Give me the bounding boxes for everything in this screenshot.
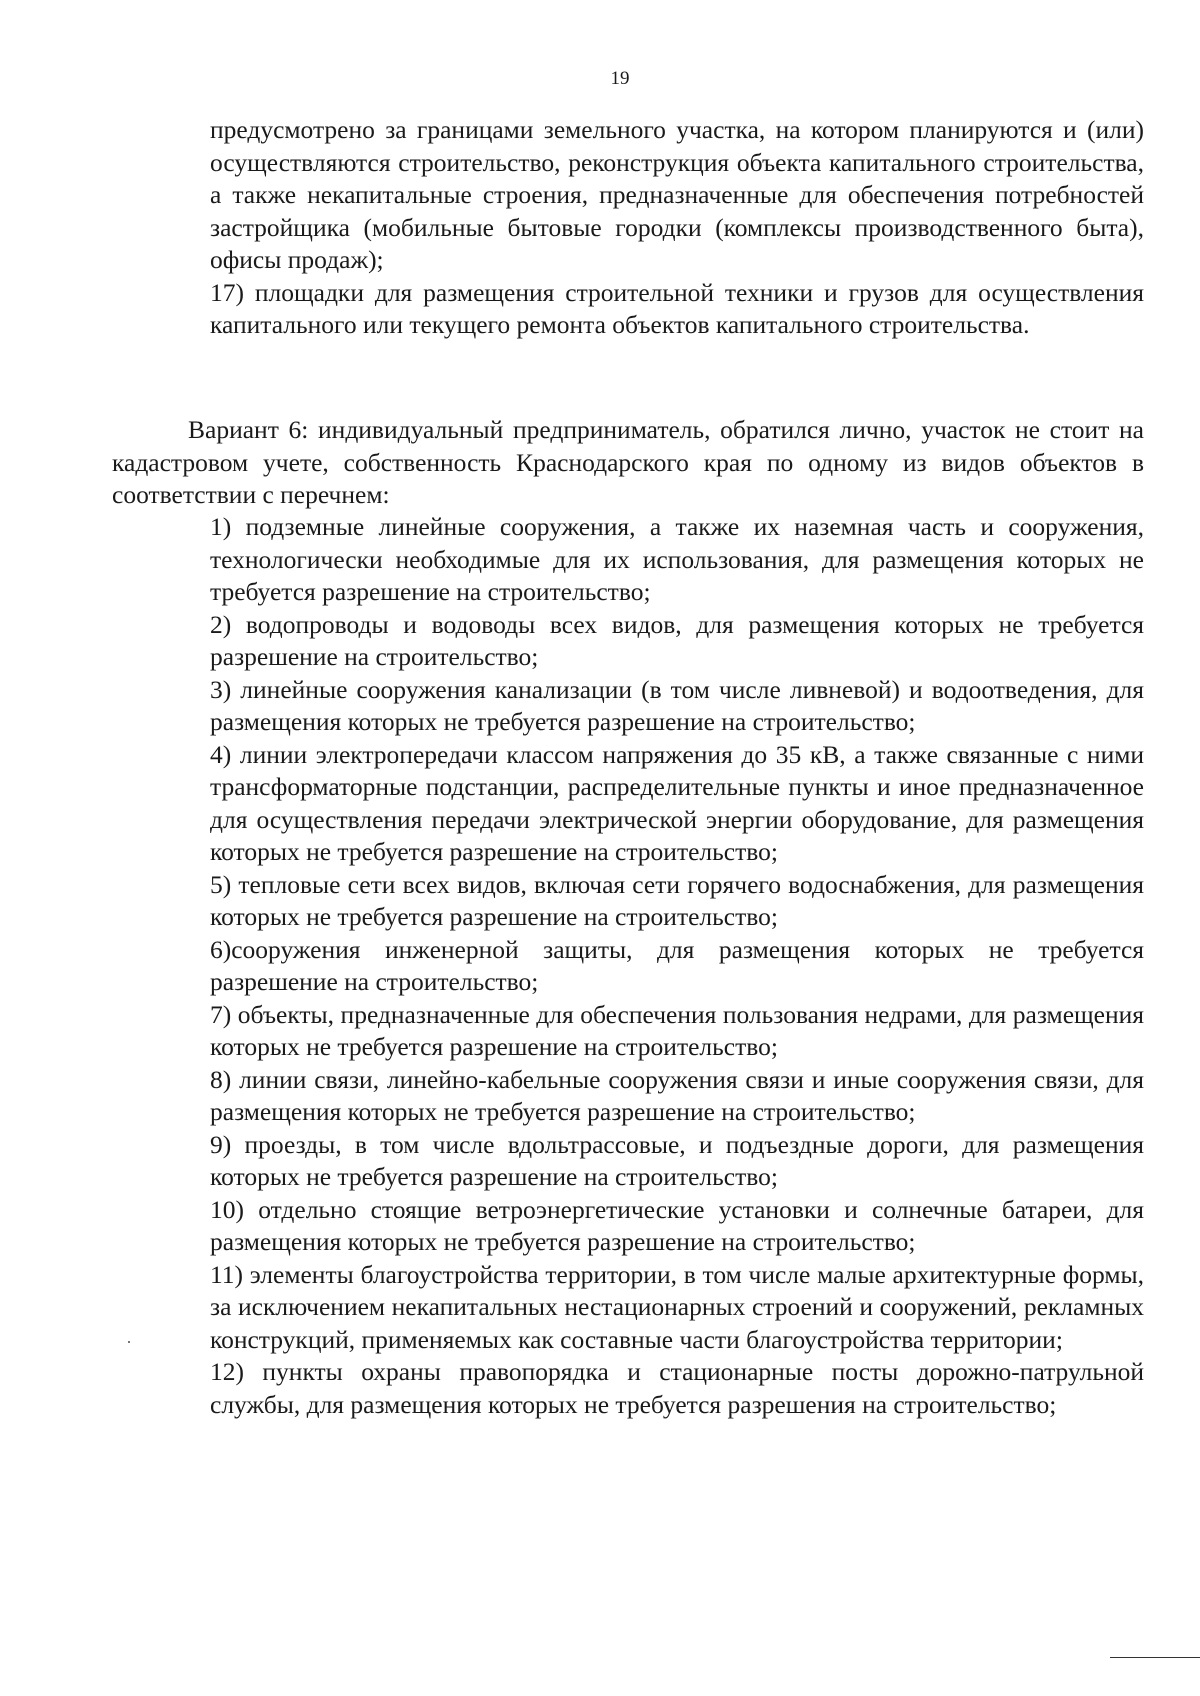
list-item: 2) водопроводы и водоводы всех видов, для размещения которых не требуется разрешение на строительство;: [210, 609, 1144, 671]
variant-6-list: [210, 511, 1144, 1421]
variant-6-intro: Вариант 6: индивидуальный предприниматель, обратился лично, участок не стоит на кадастровом учете, собственность Краснодарского края по одному из видов объектов в соответствии с перечнем:: [112, 415, 1144, 509]
list-item-17: 17) площадки для размещения строительной техники и грузов для осуществления капитального или текущего ремонта объектов капитального строительства.: [210, 277, 1144, 339]
page-number: 19: [610, 68, 630, 89]
paragraph-continuation: предусмотрено за границами земельного участка, на котором планируются и (или) осуществляются строительство, реконструкция объекта капитального строительства, а также некапитальные строения, предназначенные для обеспечения потребностей застройщика (мобильные бытовые городки (комплексы производственного быта), офисы продаж);: [210, 115, 1144, 274]
list-item: 4) линии электропередачи классом напряжения до 35 кВ, а также связанные с ними трансформаторные подстанции, распределительные пункты и иное предназначенное для осуществления передачи электрической энергии оборудование, для размещения которых не требуется разрешение на строительство;: [210, 739, 1144, 866]
list-item: 5) тепловые сети всех видов, включая сети горячего водоснабжения, для размещения которых не требуется разрешение на строительство;: [210, 869, 1144, 931]
list-item: 9) проезды, в том числе вдольтрассовые, и подъездные дороги, для размещения которых не требуется разрешение на строительство;: [210, 1129, 1144, 1191]
list-item: 1) подземные линейные сооружения, а также их наземная часть и сооружения, технологически необходимые для их использования, для размещения которых не требуется разрешение на строительство;: [210, 512, 1144, 606]
list-item: 11) элементы благоустройства территории, в том числе малые архитектурные формы, за исключением некапитальных нестационарных строений и сооружений, рекламных конструкций, применяемых как составные части благоустройства территории;: [210, 1259, 1144, 1354]
list-item: 7) объекты, предназначенные для обеспечения пользования недрами, для размещения которых не требуется разрешение на строительство;: [210, 999, 1144, 1061]
list-item: 3) линейные сооружения канализации (в том числе ливневой) и водоотведения, для размещения которых не требуется разрешение на строительство;: [210, 674, 1144, 736]
list-item: 10) отдельно стоящие ветроэнергетические установки и солнечные батареи, для размещения которых не требуется разрешение на строительство;: [210, 1194, 1144, 1256]
list-item: 12) пункты охраны правопорядка и стационарные посты дорожно-патрульной службы, для размещения которых не требуется разрешения на строительство;: [210, 1357, 1144, 1419]
scan-speck: [128, 1341, 130, 1343]
list-item: 6)сооружения инженерной защиты, для размещения которых не требуется разрешение на строительство;: [210, 934, 1144, 996]
top-text-block: [210, 114, 1144, 342]
footer-rule: [1110, 1657, 1200, 1658]
list-item: 8) линии связи, линейно-кабельные сооружения связи и иные сооружения связи, для размещения которых не требуется разрешение на строительство;: [210, 1064, 1144, 1126]
